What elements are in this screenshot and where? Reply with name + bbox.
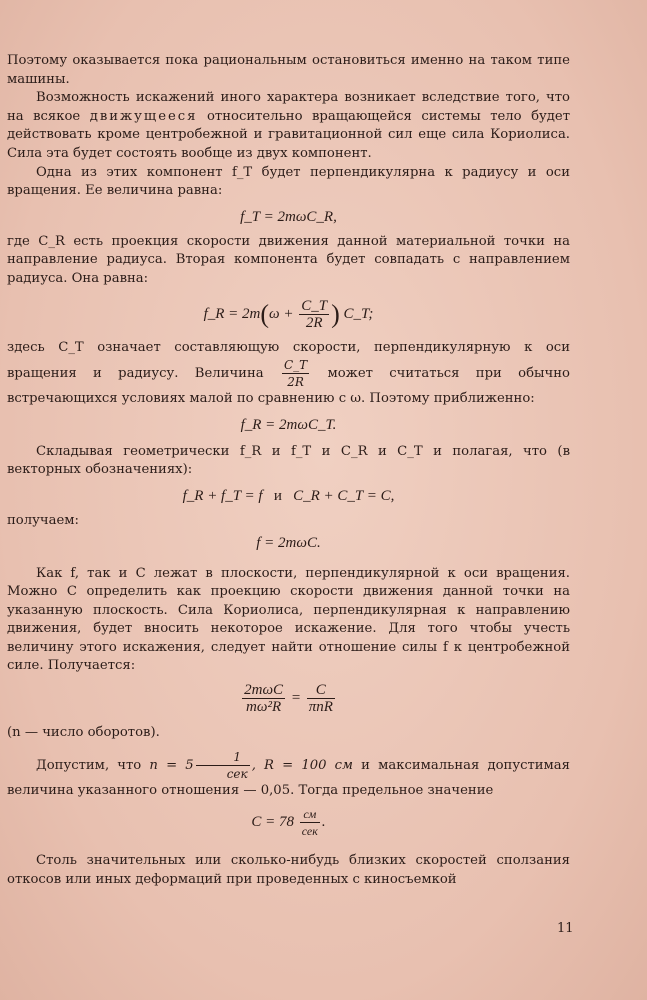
formula-f-total: f = 2mωC. — [256, 534, 321, 551]
formula-f-t: f_T = 2mωC_R, — [240, 208, 337, 225]
paragraph: здесь C_T означает составляющую скорости, перпендикулярную к оси вращения и радиусу. Величина $\frac{C\_T}{2R}$ может считаться при обычно встречающихся условиях малой по сравнению с ω. Поэтому приближенно: — [7, 339, 570, 407]
formula-f-r-approx: f_R = 2mωC_T. — [240, 416, 337, 433]
formula-ratio: $\frac{\text{2mωC}}{\text{mω²R}}$ = $\frac{C}{\text{πnR}}$ — [244, 682, 333, 716]
paragraph: Складывая геометрически f_R и f_T и C_R и C_T и полагая, что (в векторных обозначениях): — [7, 443, 570, 478]
formula-c-limit: C = 78 $\frac{см}{\text{сек}}$ . — [251, 807, 326, 839]
paragraph: Как f, так и C лежат в плоскости, перпендикулярной к оси вращения. Можно C определить как проекцию скорости движения данной точки на указанную плоскость. Сила Кориолиса, перпендикулярная к направлению движения, будет вносить некоторое искажение. Для того чтобы учесть величину этого искажения, следует найти отношение силы f к центробежной силе. Получается: — [7, 565, 570, 674]
page-text — [7, 52, 570, 889]
formula-f-r: f_R = 2m(ω + $\frac{C\_T}{2R}$ ) C_T; — [203, 297, 374, 331]
paragraph: Столь значительных или сколько-нибудь близких скоростей сползания откосов или иных деформаций при проведенных с киносъемкой — [7, 853, 570, 887]
paragraph: (n — число оборотов). — [7, 725, 160, 741]
paragraph: получаем: — [7, 512, 79, 528]
paragraph: Допустим, что n = 5 $\frac{1}{\text{сек}}$ , R = 100 см и максимальная допустимая величина указанного отношения — 0,05. Тогда предельное значение — [7, 749, 570, 798]
page-number: 11 — [557, 921, 574, 936]
paragraph: Одна из этих компонент f_T будет перпендикулярна к радиусу и оси вращения. Ее величина равна: — [7, 164, 570, 199]
formula-vector-sums: f_R + f_T = f и C_R + C_T = C, — [182, 487, 395, 504]
paragraph: Поэтому оказывается пока рациональным остановиться именно на таком типе машины. — [7, 53, 570, 87]
paragraph: где C_R есть проекция скорости движения данной материальной точки на направление радиуса. Вторая компонента будет совпадать с направлением радиуса. Она равна: — [7, 233, 570, 286]
paragraph: Возможность искажений иного характера возникает вследствие того, что на всякое движущееся относительно вращающейся системы тело будет действовать кроме центробежной и гравитационной сил еще сила Кориолиса. Сила эта будет состоять вообще из двух компонент. — [7, 90, 570, 161]
